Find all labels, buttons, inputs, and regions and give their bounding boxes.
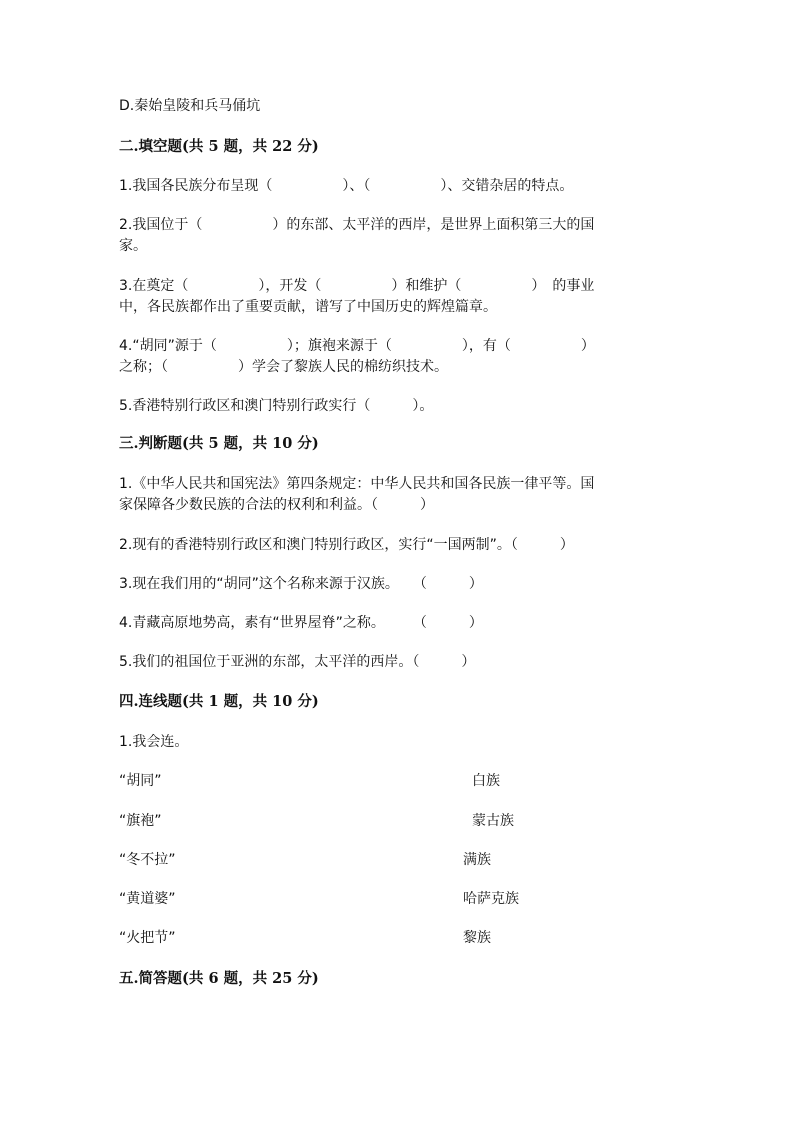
match-left-item: “冬不拉” (119, 852, 176, 868)
match-right-item: 哈萨克族 (463, 891, 519, 907)
match-left-item: “胡同” (119, 773, 162, 789)
match-left-item: “旗袍” (119, 813, 162, 829)
fill-section-heading: 二.填空题(共 5 题，共 22 分) (119, 138, 319, 155)
judge-question-4: 4.青藏高原地势高，素有“世界屋脊”之称。 （ ） (119, 615, 483, 631)
judge-question-1-line-2: 家保障各少数民族的合法的权利和利益。（ ） (119, 497, 434, 513)
fill-question-3-line-1: 3.在奠定（ ），开发（ ）和维护（ ） 的事业 (119, 278, 595, 294)
judge-question-2: 2.现有的香港特别行政区和澳门特别行政区，实行“一国两制”。（ ） (119, 537, 574, 553)
match-section-heading: 四.连线题(共 1 题，共 10 分) (119, 693, 319, 710)
judge-section-heading: 三.判断题(共 5 题，共 10 分) (119, 435, 319, 452)
match-left-item: “黄道婆” (119, 891, 176, 907)
fill-question-2-line-1: 2.我国位于（ ）的东部、太平洋的西岸，是世界上面积第三大的国 (119, 217, 595, 233)
fill-question-3-line-2: 中，各民族都作出了重要贡献，谱写了中国历史的辉煌篇章。 (119, 299, 497, 315)
fill-question-4-line-2: 之称；（ ）学会了黎族人民的棉纺织技术。 (119, 359, 448, 375)
fill-question-1: 1.我国各民族分布呈现（ ）、（ ）、交错杂居的特点。 (119, 178, 574, 194)
option-d: D.秦始皇陵和兵马俑坑 (119, 98, 261, 114)
match-left-item: “火把节” (119, 930, 176, 946)
short-answer-section-heading: 五.简答题(共 6 题，共 25 分) (119, 970, 319, 987)
fill-question-5: 5.香港特别行政区和澳门特别行政实行（ ）。 (119, 398, 434, 414)
match-right-item: 白族 (472, 773, 500, 789)
judge-question-5: 5.我们的祖国位于亚洲的东部，太平洋的西岸。（ ） (119, 654, 476, 670)
match-right-item: 黎族 (463, 930, 491, 946)
match-right-item: 满族 (463, 852, 491, 868)
fill-question-4-line-1: 4.“胡同”源于（ ）；旗袍来源于（ ），有（ ） (119, 338, 595, 354)
judge-question-1-line-1: 1.《中华人民共和国宪法》第四条规定：中华人民共和国各民族一律平等。国 (119, 476, 595, 492)
match-prompt: 1.我会连。 (119, 734, 189, 750)
judge-question-3: 3.现在我们用的“胡同”这个名称来源于汉族。 （ ） (119, 576, 483, 592)
match-right-item: 蒙古族 (472, 813, 514, 829)
fill-question-2-line-2: 家。 (119, 238, 147, 254)
